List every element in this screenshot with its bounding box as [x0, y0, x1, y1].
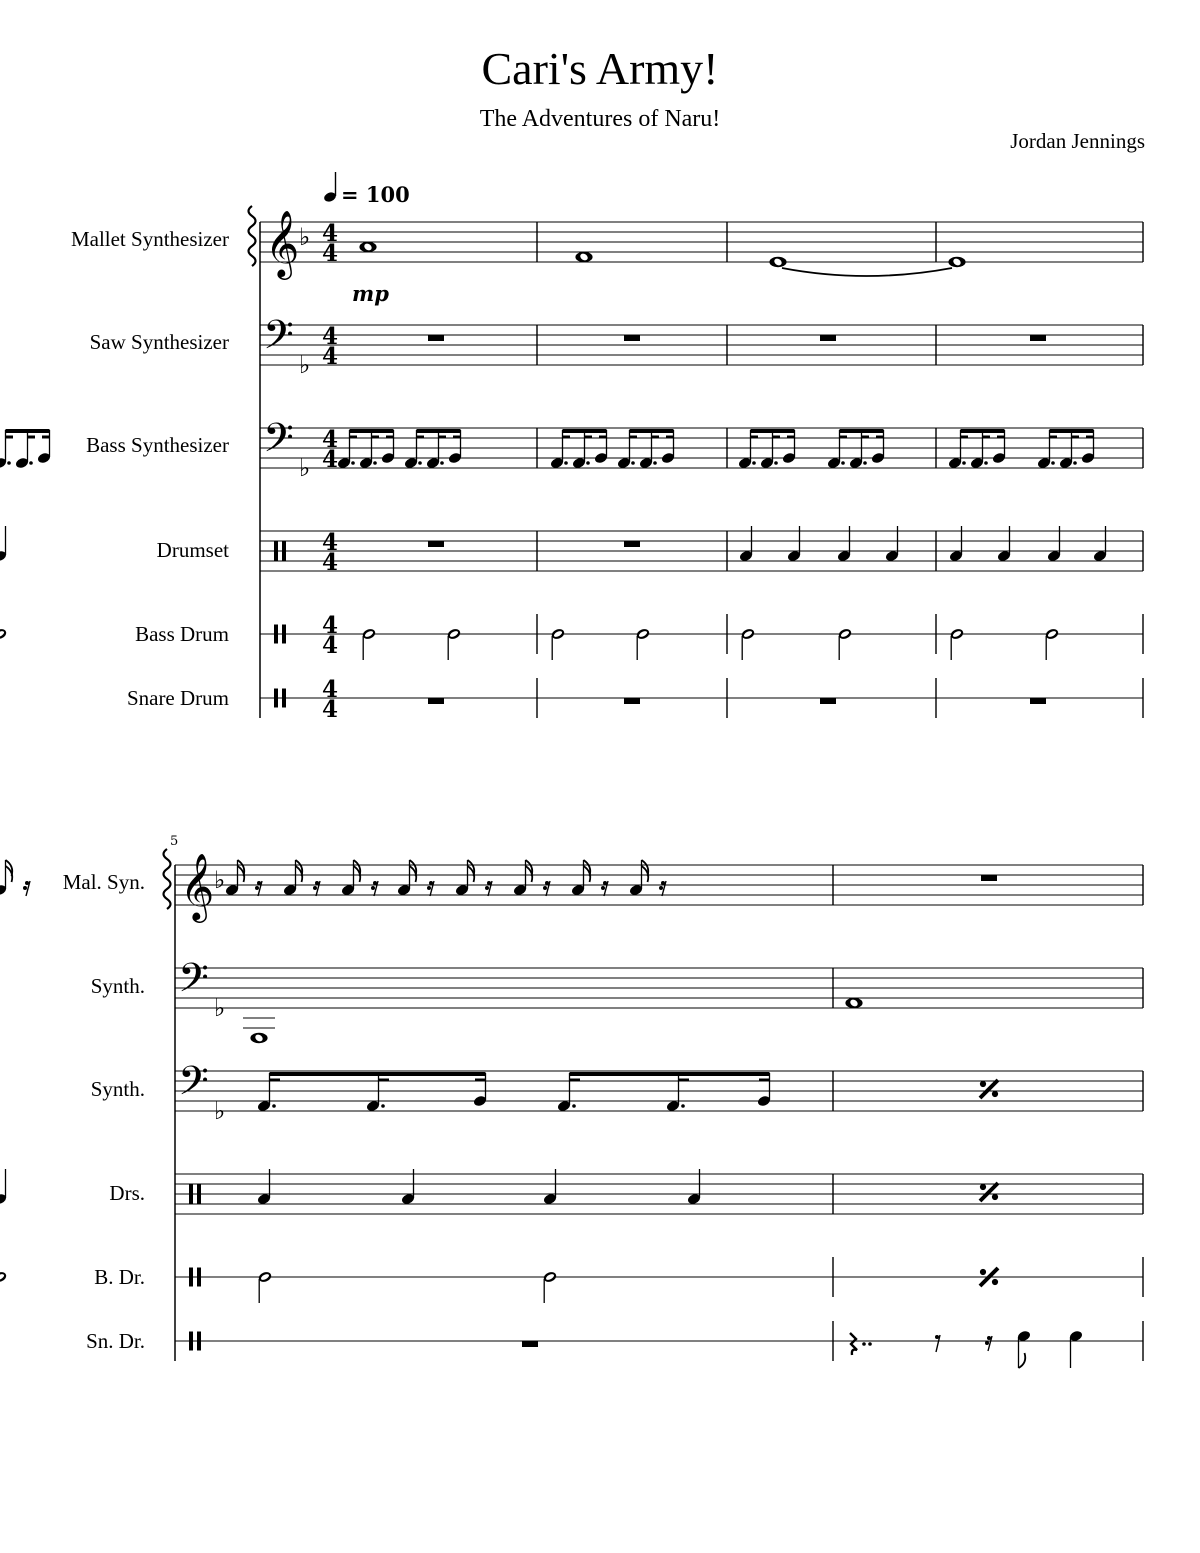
repeat-measure-icon [980, 1183, 998, 1201]
composer-name: Jordan Jennings [1010, 129, 1145, 153]
svg-text:4: 4 [321, 676, 339, 703]
svg-text:4: 4 [321, 426, 339, 453]
instrument-abbrev-drumset: Drs. [109, 1181, 145, 1205]
repeat-measure-icon [980, 1080, 998, 1098]
tempo-text: = 100 [341, 182, 410, 207]
bass-clef-icon: 𝄢 [263, 415, 294, 471]
instrument-name-saw-synthesizer: Saw Synthesizer [89, 330, 229, 354]
bass-synth-wide [257, 1073, 772, 1112]
snare-pattern [850, 1330, 1083, 1368]
bass-clef-icon: 𝄢 [178, 955, 209, 1011]
flat-icon: ♭ [299, 351, 311, 379]
flat-icon: ♭ [214, 994, 226, 1022]
svg-text:4: 4 [321, 343, 339, 370]
drumset-rests [428, 541, 640, 547]
saw-notes [243, 998, 863, 1043]
instrument-abbrev-bass-drum: B. Dr. [94, 1265, 145, 1289]
saw-rests [428, 335, 1046, 341]
treble-clef-icon: 𝄞 [180, 852, 215, 920]
rest-icon [981, 875, 997, 881]
instrument-abbrev-mallet-synthesizer: Mal. Syn. [62, 870, 145, 894]
treble-clef-icon: 𝄞 [265, 209, 300, 277]
rest-icon [522, 1341, 538, 1347]
svg-text:4: 4 [321, 696, 339, 723]
score-subtitle: The Adventures of Naru! [479, 106, 721, 132]
tie [782, 268, 952, 276]
arpeggio-bracket-icon [249, 206, 256, 266]
instrument-abbrev-bass-synthesizer: Synth. [90, 1077, 145, 1101]
bass-drum-notes [0, 627, 1060, 660]
bass-synth-pattern [0, 430, 1095, 469]
svg-text:4: 4 [321, 612, 339, 639]
instrument-abbrev-saw-synthesizer: Synth. [90, 974, 145, 998]
score-title: Cari's Army! [481, 43, 719, 94]
svg-text:4: 4 [321, 220, 339, 247]
svg-text:4: 4 [321, 549, 339, 576]
measure-number: 5 [170, 834, 179, 849]
tempo-marking [323, 172, 410, 207]
bass-clef-icon: 𝄢 [178, 1058, 209, 1114]
instrument-name-mallet-synthesizer: Mallet Synthesizer [70, 227, 229, 251]
svg-text:4: 4 [321, 529, 339, 556]
snare-rests [428, 698, 1046, 704]
system-2 [0, 834, 1143, 1368]
instrument-name-snare-drum: Snare Drum [126, 686, 229, 710]
svg-text:4: 4 [321, 446, 339, 473]
instrument-name-bass-synthesizer: Bass Synthesizer [86, 433, 229, 457]
system-1 [0, 172, 1143, 723]
mallet-notes [359, 242, 965, 276]
flat-icon: ♭ [299, 454, 311, 482]
instrument-abbrev-snare-drum: Sn. Dr. [86, 1329, 145, 1353]
svg-text:4: 4 [321, 323, 339, 350]
svg-text:4: 4 [321, 632, 339, 659]
svg-text:4: 4 [321, 240, 339, 267]
arpeggio-bracket-icon [164, 849, 171, 909]
instrument-name-drumset: Drumset [156, 538, 229, 562]
instrument-name-bass-drum: Bass Drum [135, 622, 229, 646]
bass-drum-notes-2 [0, 1270, 558, 1303]
dynamic-mp: mp [352, 281, 389, 306]
flat-icon: ♭ [299, 223, 311, 251]
flat-icon: ♭ [214, 866, 226, 894]
bass-clef-icon: 𝄢 [263, 312, 294, 368]
time-signature [322, 220, 338, 723]
flat-icon: ♭ [214, 1097, 226, 1125]
